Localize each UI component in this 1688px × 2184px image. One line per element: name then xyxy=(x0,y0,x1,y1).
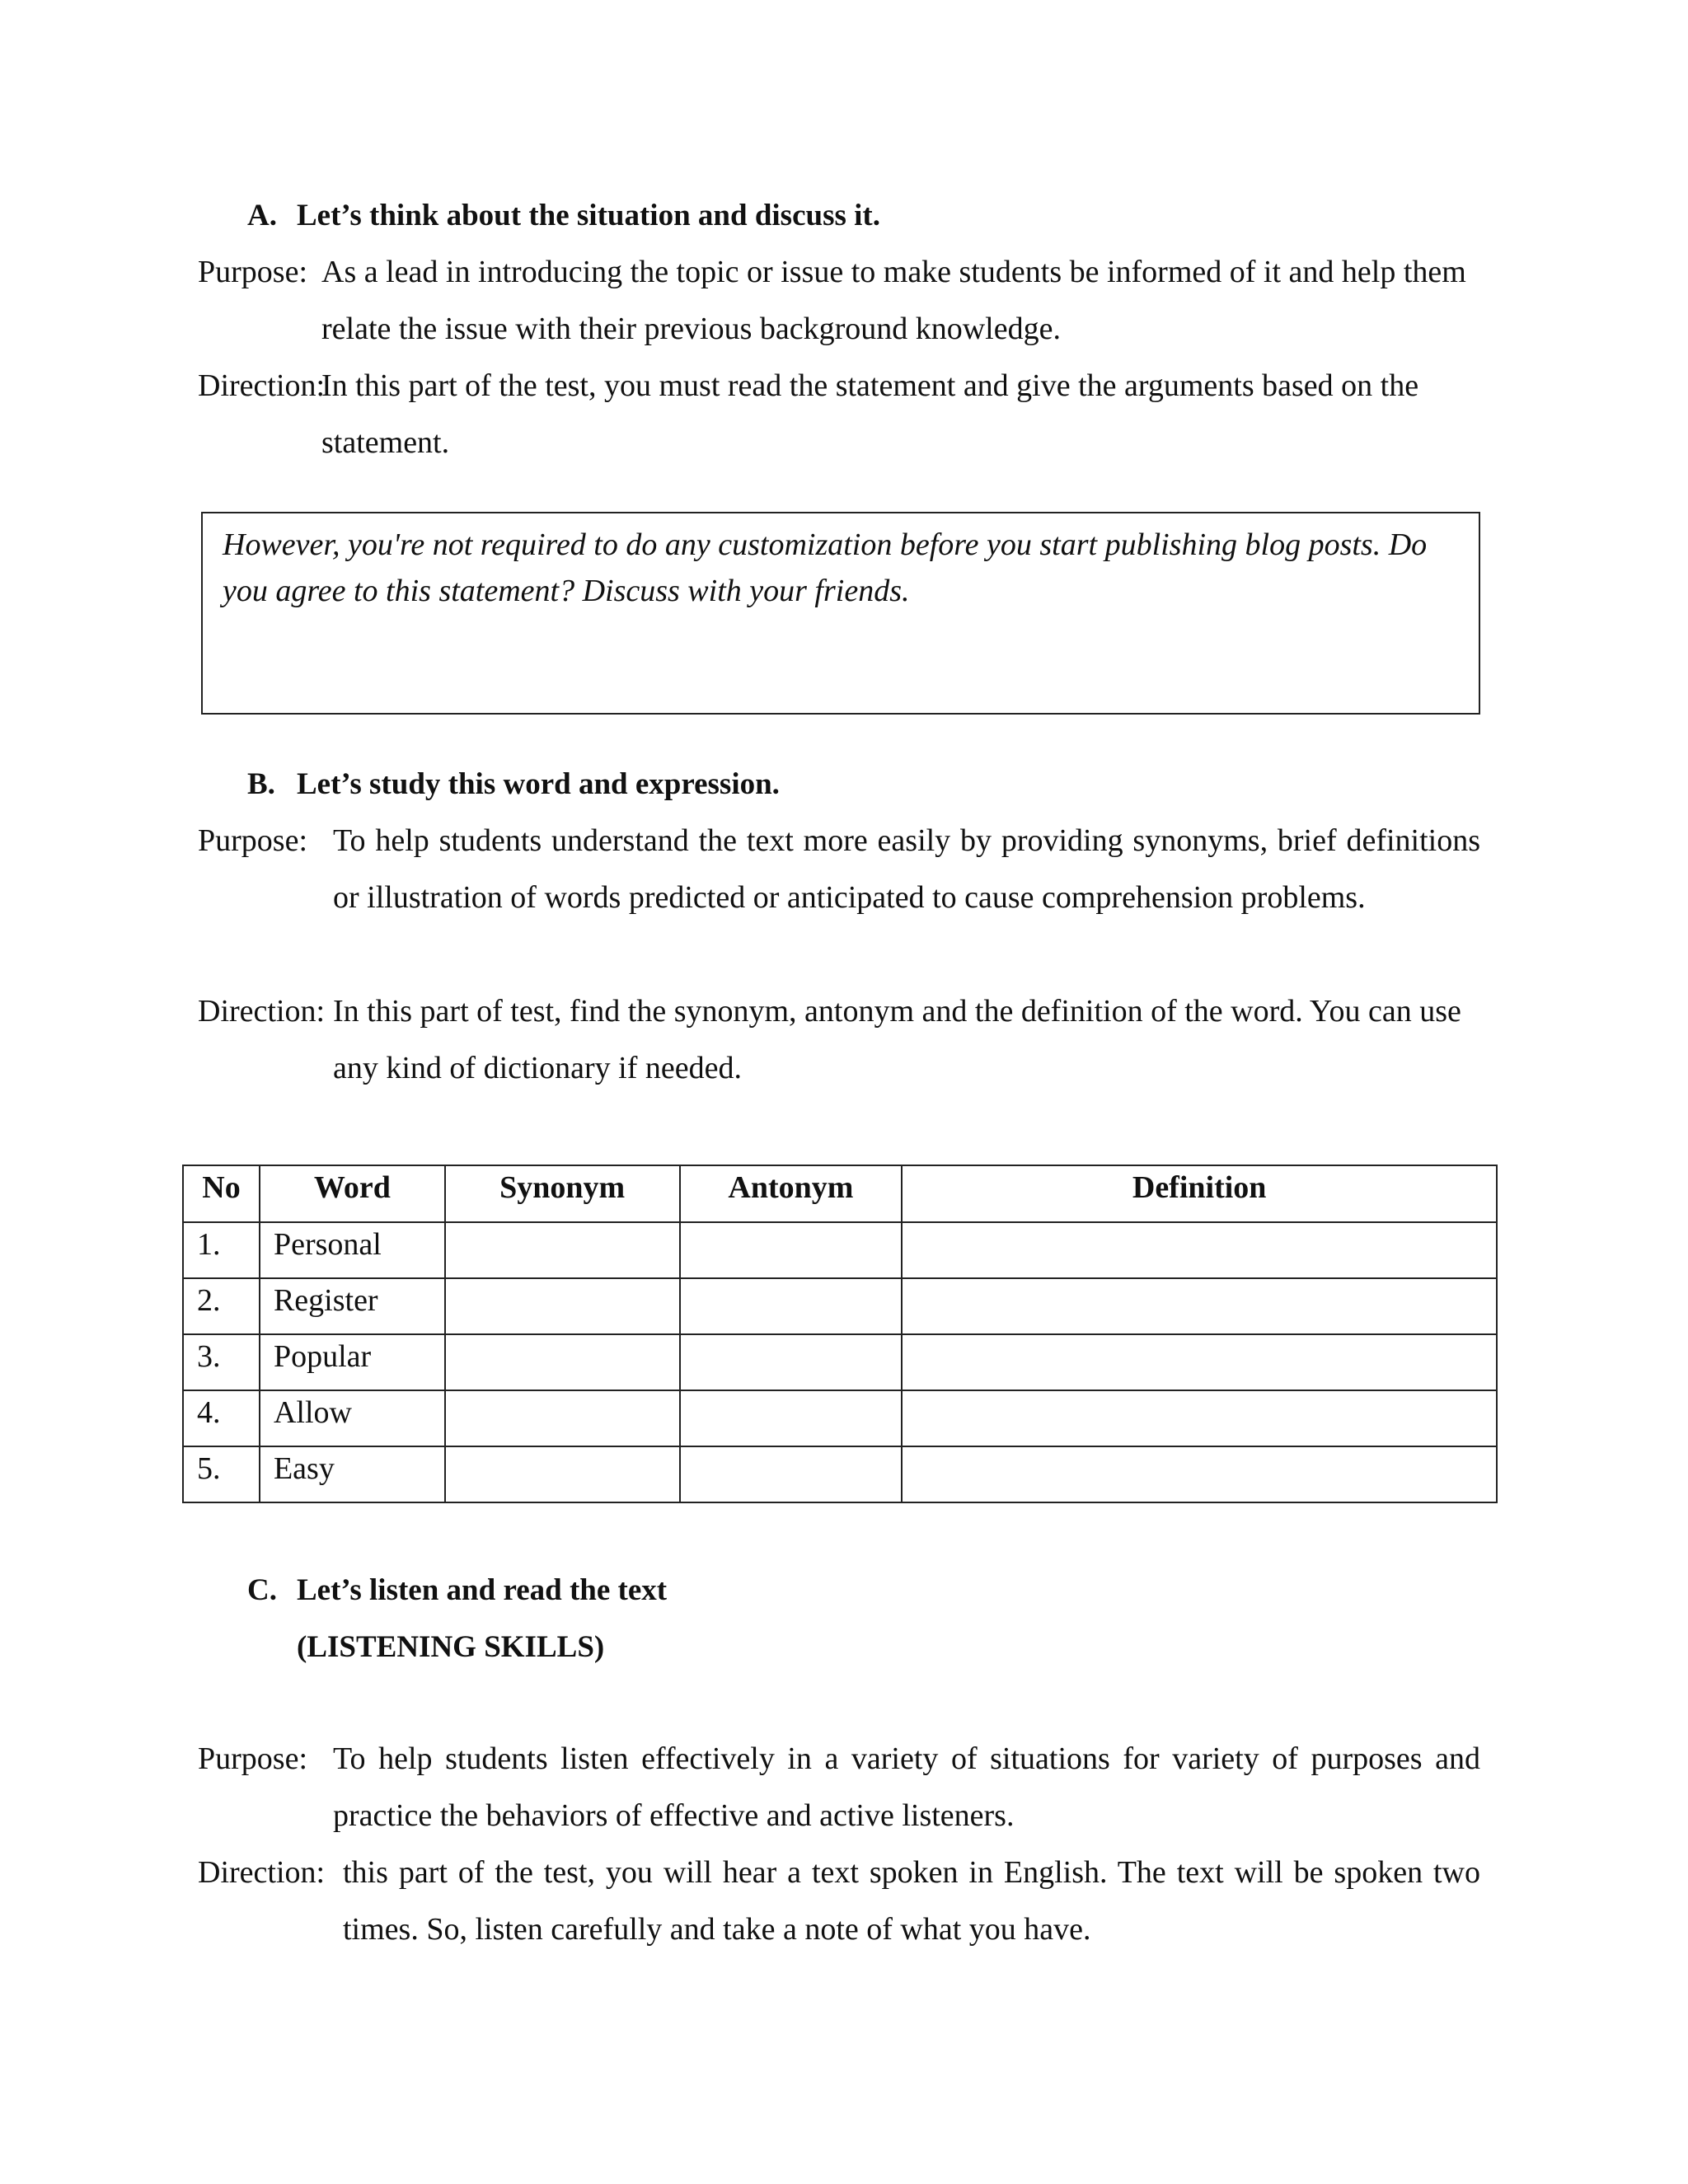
section-c-purpose xyxy=(198,1731,1480,1844)
definition-cell[interactable] xyxy=(902,1278,1497,1334)
section-c-purpose-text: To help students listen effectively in a variety of situations for variety of purposes and practice the behaviors of effective and active listeners. xyxy=(333,1741,1480,1833)
synonym-cell[interactable] xyxy=(445,1334,680,1390)
section-b-purpose-text: To help students understand the text more easily by providing synonyms, brief definitions or illustration of words predicted or anticipated to cause comprehension problems. xyxy=(333,823,1480,915)
vocabulary-table xyxy=(182,1165,1498,1503)
section-a-direction-text: In this part of the test, you must read the statement and give the arguments based on the statement. xyxy=(321,368,1419,460)
antonym-cell[interactable] xyxy=(680,1222,903,1278)
synonym-cell[interactable] xyxy=(445,1278,680,1334)
row-word: Allow xyxy=(260,1390,445,1446)
table-row xyxy=(183,1278,1497,1334)
table-row xyxy=(183,1334,1497,1390)
section-c-direction xyxy=(198,1844,1480,1958)
statement-text: However, you're not required to do any customization before you start publishing blog posts. Do you agree to this statement? Discuss with your friends. xyxy=(223,527,1428,608)
row-word: Easy xyxy=(260,1446,445,1502)
row-number: 2. xyxy=(183,1278,260,1334)
antonym-cell[interactable] xyxy=(680,1446,903,1502)
header-antonym: Antonym xyxy=(680,1165,903,1222)
section-b-title: Let’s study this word and expression. xyxy=(297,767,780,801)
header-synonym: Synonym xyxy=(445,1165,680,1222)
section-a-purpose-text: As a lead in introducing the topic or issue to make students be informed of it and help them relate the issue with their previous background knowledge. xyxy=(321,255,1466,346)
antonym-cell[interactable] xyxy=(680,1278,903,1334)
section-b-purpose xyxy=(198,813,1480,983)
synonym-cell[interactable] xyxy=(445,1446,680,1502)
section-a-title: Let’s think about the situation and discuss it. xyxy=(297,199,880,232)
section-b-letter: B. xyxy=(247,767,275,801)
section-b-purpose-label: Purpose: xyxy=(198,823,307,858)
header-definition: Definition xyxy=(902,1165,1497,1222)
row-word: Personal xyxy=(260,1222,445,1278)
synonym-cell[interactable] xyxy=(445,1222,680,1278)
section-c-title: Let’s listen and read the text xyxy=(297,1573,668,1607)
section-b-direction-text: In this part of test, find the synonym, antonym and the definition of the word. You can use any kind of dictionary if needed. xyxy=(333,994,1461,1085)
definition-cell[interactable] xyxy=(902,1222,1497,1278)
table-row xyxy=(183,1222,1497,1278)
section-a-direction xyxy=(198,358,1484,471)
definition-cell[interactable] xyxy=(902,1390,1497,1446)
row-word: Popular xyxy=(260,1334,445,1390)
table-header-row xyxy=(183,1165,1497,1222)
section-c-direction-text: this part of the test, you will hear a text spoken in English. The text will be spoken two times. So, listen carefully and take a note of what you have. xyxy=(343,1855,1480,1947)
row-number: 4. xyxy=(183,1390,260,1446)
table-row xyxy=(183,1390,1497,1446)
section-a-letter: A. xyxy=(247,199,277,232)
statement-box xyxy=(201,512,1480,715)
section-c-purpose-label: Purpose: xyxy=(198,1741,307,1776)
section-a-purpose-label: Purpose: xyxy=(198,255,307,289)
section-a-heading xyxy=(247,198,880,234)
table-row xyxy=(183,1446,1497,1502)
definition-cell[interactable] xyxy=(902,1334,1497,1390)
antonym-cell[interactable] xyxy=(680,1334,903,1390)
section-a-direction-label: Direction: xyxy=(198,368,326,403)
row-word: Register xyxy=(260,1278,445,1334)
section-c-subtitle: (LISTENING SKILLS) xyxy=(297,1630,605,1664)
section-a-purpose xyxy=(198,244,1484,358)
row-number: 5. xyxy=(183,1446,260,1502)
row-number: 3. xyxy=(183,1334,260,1390)
section-c-direction-label: Direction: xyxy=(198,1855,326,1890)
section-b-direction-label: Direction: xyxy=(198,994,326,1029)
header-no: No xyxy=(183,1165,260,1222)
section-b-heading xyxy=(247,766,780,803)
antonym-cell[interactable] xyxy=(680,1390,903,1446)
section-c-letter: C. xyxy=(247,1573,277,1607)
section-b-direction xyxy=(198,983,1480,1097)
synonym-cell[interactable] xyxy=(445,1390,680,1446)
header-word: Word xyxy=(260,1165,445,1222)
definition-cell[interactable] xyxy=(902,1446,1497,1502)
section-c-heading xyxy=(247,1572,667,1609)
row-number: 1. xyxy=(183,1222,260,1278)
